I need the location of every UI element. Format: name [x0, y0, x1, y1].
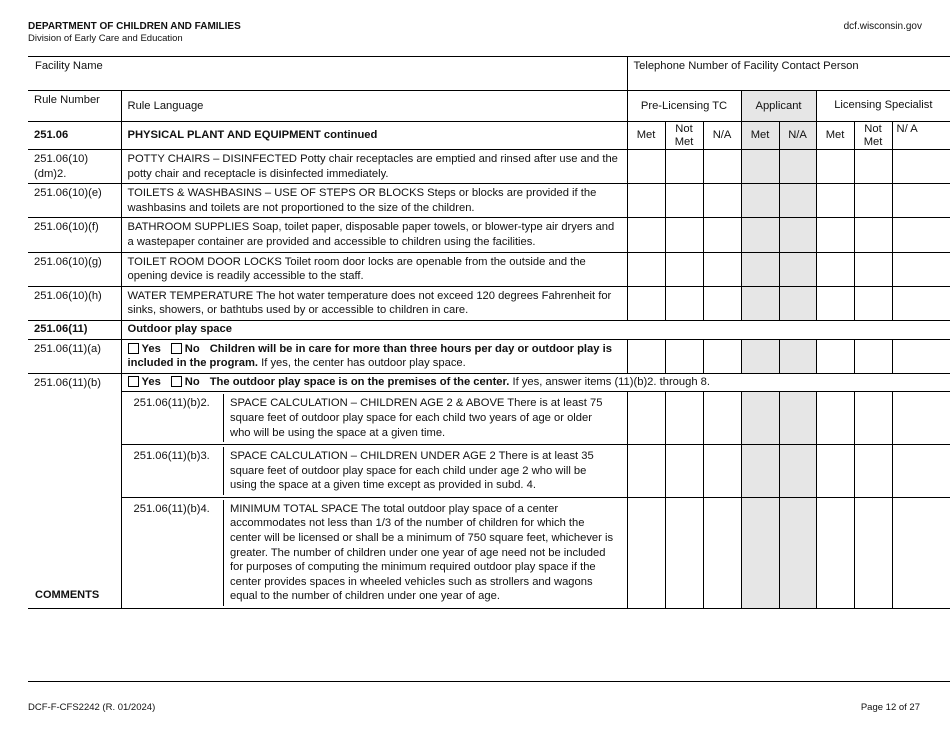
question-b-statement: The outdoor play space is on the premises of the center. [209, 375, 510, 388]
lic-not-met-cell[interactable] [854, 252, 892, 286]
applicant-met-header: Met [741, 122, 779, 150]
lic-not-met-cell[interactable] [854, 218, 892, 252]
form-number: DCF-F-CFS2242 (R. 01/2024) [28, 702, 156, 713]
no-checkbox[interactable] [171, 376, 182, 387]
rule-row [28, 286, 950, 320]
yes-label: Yes [141, 375, 161, 388]
lic-na-cell[interactable] [892, 184, 950, 218]
question-a-number: 251.06(11)(a) [28, 339, 121, 373]
pre-not-met-cell[interactable] [665, 184, 703, 218]
rule-text: TOILETS & WASHBASINS – USE OF STEPS OR BLOCKS Steps or blocks are provided if the washbasins and toilets are not proportioned to the size of the children. [121, 184, 627, 218]
lic-not-met-cell[interactable] [854, 392, 892, 445]
applicant-met-cell[interactable] [741, 339, 779, 373]
lic-na-cell[interactable] [892, 150, 950, 184]
comments-label: COMMENTS [35, 589, 100, 601]
pre-not-met-cell[interactable] [665, 392, 703, 445]
rule-number: 251.06(10)(e) [28, 184, 121, 218]
page-number: Page 12 of 27 [860, 702, 920, 713]
column-header-row [28, 91, 950, 122]
applicant-met-cell[interactable] [741, 497, 779, 608]
outdoor-section-row [28, 320, 950, 339]
website-url[interactable]: dcf.wisconsin.gov [843, 21, 922, 32]
rule-number-header: Rule Number [28, 91, 121, 122]
lic-not-met-cell[interactable] [854, 184, 892, 218]
lic-na-cell[interactable] [892, 286, 950, 320]
sub-rule-number: 251.06(11)(b)4. [128, 500, 224, 606]
question-b-followup: If yes, answer items (11)(b)2. through 8. [512, 375, 711, 388]
sub-rule-text: SPACE CALCULATION – CHILDREN UNDER AGE 2 There is at least 35 square feet of outdoor play space for each child under age 2 who will be using the space at a given time except as provided in subd. 4. [230, 450, 594, 492]
lic-met-header: Met [816, 122, 854, 150]
pre-not-met-cell[interactable] [665, 286, 703, 320]
applicant-na-cell[interactable] [779, 445, 816, 498]
rule-number: 251.06(10)(h) [28, 286, 121, 320]
pre-na-cell[interactable] [703, 218, 741, 252]
pre-met-cell[interactable] [627, 445, 665, 498]
outdoor-section-title: Outdoor play space [121, 320, 950, 339]
rule-row [28, 150, 950, 184]
pre-met-cell[interactable] [627, 252, 665, 286]
pre-na-header: N/A [703, 122, 741, 150]
lic-met-cell[interactable] [816, 339, 854, 373]
rule-text: TOILET ROOM DOOR LOCKS Toilet room door locks are openable from the outside and the opening device is readily accessible to the staff. [121, 252, 627, 286]
pre-not-met-cell[interactable] [665, 497, 703, 608]
facility-name-field[interactable]: Facility Name [28, 57, 627, 91]
lic-na-cell[interactable] [892, 497, 950, 608]
lic-met-cell[interactable] [816, 252, 854, 286]
lic-met-cell[interactable] [816, 497, 854, 608]
question-b-row [28, 373, 950, 392]
yes-checkbox[interactable] [128, 376, 139, 387]
question-a-statement: Children will be in care for more than three hours per day or outdoor play is included in the program. [127, 342, 612, 370]
rule-row [28, 218, 950, 252]
pre-na-cell[interactable] [703, 392, 741, 445]
rule-number: 251.06(10)(g) [28, 252, 121, 286]
no-label: No [184, 375, 200, 388]
sub-rule-number: 251.06(11)(b)3. [128, 447, 224, 495]
pre-met-cell[interactable] [627, 218, 665, 252]
question-a-text [121, 339, 627, 373]
lic-not-met-header: Not Met [854, 122, 892, 150]
outdoor-section-number: 251.06(11) [28, 320, 121, 339]
sub-rule-row [28, 497, 950, 608]
lic-met-cell[interactable] [816, 150, 854, 184]
licensing-specialist-header: Licensing Specialist [816, 91, 950, 122]
sub-rule-cell [121, 445, 627, 498]
applicant-na-cell[interactable] [779, 339, 816, 373]
applicant-met-cell[interactable] [741, 150, 779, 184]
pre-na-cell[interactable] [703, 497, 741, 608]
lic-met-cell[interactable] [816, 218, 854, 252]
applicant-na-cell[interactable] [779, 218, 816, 252]
footer-divider [28, 681, 950, 682]
lic-na-header: N/ A [892, 122, 950, 150]
no-checkbox[interactable] [171, 343, 182, 354]
pre-na-cell[interactable] [703, 339, 741, 373]
pre-not-met-cell[interactable] [665, 252, 703, 286]
pre-na-cell[interactable] [703, 286, 741, 320]
pre-not-met-cell[interactable] [665, 339, 703, 373]
pre-not-met-cell[interactable] [665, 445, 703, 498]
lic-na-cell[interactable] [892, 252, 950, 286]
pre-met-header: Met [627, 122, 665, 150]
rule-number: 251.06(10)(f) [28, 218, 121, 252]
division-name: Division of Early Care and Education [28, 33, 183, 44]
pre-na-cell[interactable] [703, 184, 741, 218]
applicant-met-cell[interactable] [741, 252, 779, 286]
question-b-text [121, 373, 950, 392]
lic-not-met-cell[interactable] [854, 286, 892, 320]
pre-not-met-cell[interactable] [665, 150, 703, 184]
lic-not-met-cell[interactable] [854, 445, 892, 498]
pre-na-cell[interactable] [703, 445, 741, 498]
lic-not-met-cell[interactable] [854, 497, 892, 608]
rule-row [28, 252, 950, 286]
lic-na-cell[interactable] [892, 339, 950, 373]
no-label: No [184, 342, 200, 355]
applicant-na-cell[interactable] [779, 252, 816, 286]
pre-not-met-cell[interactable] [665, 218, 703, 252]
lic-na-cell[interactable] [892, 445, 950, 498]
pre-licensing-header: Pre-Licensing TC [627, 91, 741, 122]
applicant-na-cell[interactable] [779, 497, 816, 608]
lic-met-cell[interactable] [816, 286, 854, 320]
applicant-met-cell[interactable] [741, 445, 779, 498]
rule-language-header: Rule Language [121, 91, 627, 122]
applicant-na-cell[interactable] [779, 286, 816, 320]
lic-met-cell[interactable] [816, 184, 854, 218]
rule-text: BATHROOM SUPPLIES Soap, toilet paper, disposable paper towels, or blower-type air dryers and a wastepaper container are provided and accessible to children using the facilities. [121, 218, 627, 252]
pre-met-cell[interactable] [627, 184, 665, 218]
lic-not-met-cell[interactable] [854, 339, 892, 373]
facility-row [28, 57, 950, 91]
lic-na-cell[interactable] [892, 218, 950, 252]
rule-row [28, 184, 950, 218]
lic-na-cell[interactable] [892, 392, 950, 445]
pre-na-cell[interactable] [703, 252, 741, 286]
applicant-met-cell[interactable] [741, 184, 779, 218]
pre-met-cell[interactable] [627, 339, 665, 373]
lic-not-met-cell[interactable] [854, 150, 892, 184]
lic-met-cell[interactable] [816, 445, 854, 498]
sub-rule-row [28, 392, 950, 445]
sub-rule-row [28, 445, 950, 498]
yes-label: Yes [141, 342, 161, 355]
question-b-number: 251.06(11)(b) [28, 373, 121, 608]
section-title: PHYSICAL PLANT AND EQUIPMENT continued [121, 122, 627, 150]
sub-rule-cell [121, 497, 627, 608]
pre-met-cell[interactable] [627, 150, 665, 184]
pre-met-cell[interactable] [627, 497, 665, 608]
pre-met-cell[interactable] [627, 286, 665, 320]
pre-not-met-header: Not Met [665, 122, 703, 150]
lic-met-cell[interactable] [816, 392, 854, 445]
question-a-row [28, 339, 950, 373]
sub-rule-text: MINIMUM TOTAL SPACE The total outdoor play space of a center accommodates not less than 1/3 of the number of children for which the center will be licensed or shall be a minimum of 750 square feet, whichever is greater. The number of children under one year of age need not be included for purposes of computing the minimum required outdoor play space if the center provides spaces in wheeled vehicles such as strollers and wagons equal to the number of children under one year of age. [230, 502, 614, 603]
rule-text: POTTY CHAIRS – DISINFECTED Potty chair receptacles are emptied and rinsed after use and the potty chair and receptacle is disinfected immediately. [121, 150, 627, 184]
applicant-met-cell[interactable] [741, 286, 779, 320]
pre-na-cell[interactable] [703, 150, 741, 184]
sub-rule-number: 251.06(11)(b)2. [128, 394, 224, 442]
applicant-met-cell[interactable] [741, 218, 779, 252]
checklist-table [28, 56, 950, 609]
sub-rule-cell [121, 392, 627, 445]
facility-phone-field[interactable]: Telephone Number of Facility Contact Person [627, 57, 950, 91]
applicant-na-cell[interactable] [779, 150, 816, 184]
applicant-met-cell[interactable] [741, 392, 779, 445]
applicant-na-cell[interactable] [779, 184, 816, 218]
comments-area[interactable] [28, 604, 950, 676]
applicant-na-header: N/A [779, 122, 816, 150]
rule-text: WATER TEMPERATURE The hot water temperature does not exceed 120 degrees Fahrenheit for sinks, showers, or bathtubs used by or accessible to children in care. [121, 286, 627, 320]
sub-rule-text: SPACE CALCULATION – CHILDREN AGE 2 & ABOVE There is at least 75 square feet of outdoor play space for each child two years of age or older who will be using the space at a given time. [230, 397, 603, 439]
question-a-followup: If yes, the center has outdoor play space. [261, 357, 466, 370]
department-name: DEPARTMENT OF CHILDREN AND FAMILIES [28, 21, 241, 32]
applicant-header: Applicant [741, 91, 816, 122]
section-row [28, 122, 950, 150]
applicant-na-cell[interactable] [779, 392, 816, 445]
yes-checkbox[interactable] [128, 343, 139, 354]
pre-met-cell[interactable] [627, 392, 665, 445]
rule-number: 251.06(10)(dm)2. [28, 150, 121, 184]
section-number: 251.06 [28, 122, 121, 150]
